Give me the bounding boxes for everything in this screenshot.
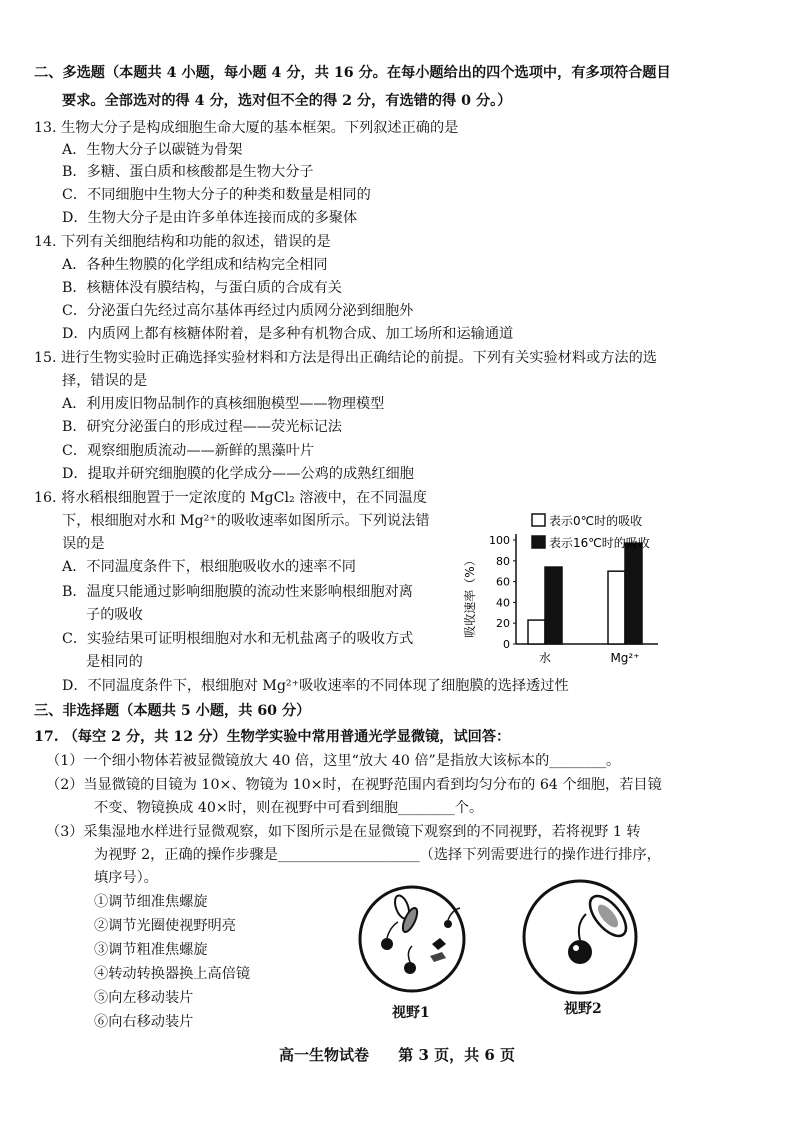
q13-option-b: B．多糖、蛋白质和核酸都是生物大分子 xyxy=(62,164,314,180)
q17-part1: （1）一个细小物体若被显微镜放大 40 倍，这里“放大 40 倍”是指放大该标本的________。 xyxy=(46,753,621,769)
q17-option-1: ①调节细准焦螺旋 xyxy=(94,894,208,910)
q14-option-c: C．分泌蛋白先经过高尔基体再经过内质网分泌到细胞外 xyxy=(62,303,414,319)
q16-option-c: C．实验结果可证明根细胞对水和无机盐离子的吸收方式 xyxy=(62,631,414,647)
q17-part3: （3）采集湿地水样进行显微观察，如下图所示是在显微镜下观察到的不同视野，若将视野 1 转 xyxy=(46,824,641,840)
q15-stem-cont: 择，错误的是 xyxy=(62,373,148,389)
y-tick-label: 60 xyxy=(496,575,510,589)
section3-heading: 三、非选择题（本题共 5 小题，共 60 分） xyxy=(34,703,311,719)
q17-part2-cont: 不变、物镜换成 40×时，则在视野中可看到细胞________个。 xyxy=(94,800,484,816)
q14-option-b: B．核糖体没有膜结构，与蛋白质的合成有关 xyxy=(62,280,342,296)
q14-option-a: A．各种生物膜的化学组成和结构完全相同 xyxy=(62,257,328,273)
q17-option-2: ②调节光圈使视野明亮 xyxy=(94,918,236,934)
q16-option-b-cont: 子的吸收 xyxy=(86,607,143,623)
legend-swatch xyxy=(532,514,545,526)
q16-option-a: A．不同温度条件下，根细胞吸收水的速率不同 xyxy=(62,559,356,575)
q13-stem: 13. 生物大分子是构成细胞生命大厦的基本框架。下列叙述正确的是 xyxy=(34,120,459,136)
legend-label: 表示0℃时的吸收 xyxy=(549,514,643,528)
q16-option-c-cont: 是相同的 xyxy=(86,654,143,670)
x-category-label: Mg²⁺ xyxy=(610,651,640,665)
q13-option-d: D．生物大分子是由许多单体连接而成的多聚体 xyxy=(62,210,358,226)
q15-option-b: B．研究分泌蛋白的形成过程——荧光标记法 xyxy=(62,419,342,435)
bar xyxy=(608,571,625,644)
q15-option-d: D．提取并研究细胞膜的化学成分——公鸡的成熟红细胞 xyxy=(62,466,414,482)
q13-option-c: C．不同细胞中生物大分子的种类和数量是相同的 xyxy=(62,187,371,203)
q13-option-a: A．生物大分子以碳链为骨架 xyxy=(62,142,243,158)
footer-title: 高一生物试卷 xyxy=(278,1046,369,1064)
legend-swatch xyxy=(532,536,545,548)
field-of-view-1-label: 视野1 xyxy=(392,1005,430,1021)
absorption-bar-chart xyxy=(462,508,678,668)
q16-option-d: D．不同温度条件下，根细胞对 Mg²⁺吸收速率的不同体现了细胞膜的选择透过性 xyxy=(62,678,569,694)
q15-option-a: A．利用废旧物品制作的真核细胞模型——物理模型 xyxy=(62,396,385,412)
section2-heading: 二、多选题（本题共 4 小题，每小题 4 分，共 16 分。在每小题给出的四个选项中，有多项符合题目 xyxy=(34,65,671,81)
y-axis-label: 吸收速率（%） xyxy=(463,554,477,638)
q17-stem: 17. （每空 2 分，共 12 分）生物学实验中常用普通光学显微镜，试回答： xyxy=(34,729,511,745)
y-tick-label: 80 xyxy=(496,554,510,568)
legend-label: 表示16℃时的吸收 xyxy=(549,536,650,550)
q17-option-6: ⑥向右移动装片 xyxy=(94,1014,194,1030)
q16-stem-1: 16. 将水稻根细胞置于一定浓度的 MgCl₂ 溶液中，在不同温度 xyxy=(34,490,427,506)
footer-page-number: 第 3 页，共 6 页 xyxy=(398,1046,515,1064)
bar xyxy=(545,567,562,644)
y-tick-label: 0 xyxy=(503,638,510,651)
q17-option-4: ④转动转换器换上高倍镜 xyxy=(94,966,251,982)
q15-option-c: C．观察细胞质流动——新鲜的黑藻叶片 xyxy=(62,443,315,459)
q14-stem: 14. 下列有关细胞结构和功能的叙述，错误的是 xyxy=(34,234,331,250)
page-footer xyxy=(0,1044,794,1065)
q16-option-b: B．温度只能通过影响细胞膜的流动性来影响根细胞对离 xyxy=(62,584,413,600)
q15-stem: 15. 进行生物实验时正确选择实验材料和方法是得出正确结论的前提。下列有关实验材料或方法的选 xyxy=(34,350,657,366)
section2-heading-cont: 要求。全部选对的得 4 分，选对但不全的得 2 分，有选错的得 0 分。） xyxy=(62,93,512,109)
bar xyxy=(528,620,545,644)
y-tick-label: 20 xyxy=(496,617,510,631)
q17-option-3: ③调节粗准焦螺旋 xyxy=(94,942,208,958)
q16-stem-2: 下，根细胞对水和 Mg²⁺的吸收速率如图所示。下列说法错 xyxy=(62,513,430,529)
field-of-view-1-figure xyxy=(352,882,472,1002)
field-of-view-2-label: 视野2 xyxy=(564,1001,602,1017)
bar xyxy=(625,543,642,644)
q17-part3-cont: 为视野 2，正确的操作步骤是____________________（选择下列需要进行的操作进行排序， xyxy=(94,847,661,863)
x-category-label: 水 xyxy=(538,651,552,665)
q16-stem-3: 误的是 xyxy=(62,536,105,552)
y-tick-label: 100 xyxy=(489,534,510,547)
q17-option-5: ⑤向左移动装片 xyxy=(94,990,194,1006)
y-tick-label: 40 xyxy=(496,596,510,610)
q17-part2: （2）当显微镜的目镜为 10×、物镜为 10×时，在视野范围内看到均匀分布的 64 个细胞，若目镜 xyxy=(46,777,662,793)
q14-option-d: D．内质网上都有核糖体附着，是多种有机物合成、加工场所和运输通道 xyxy=(62,326,514,342)
q17-part3-cont2: 填序号）。 xyxy=(94,870,158,886)
